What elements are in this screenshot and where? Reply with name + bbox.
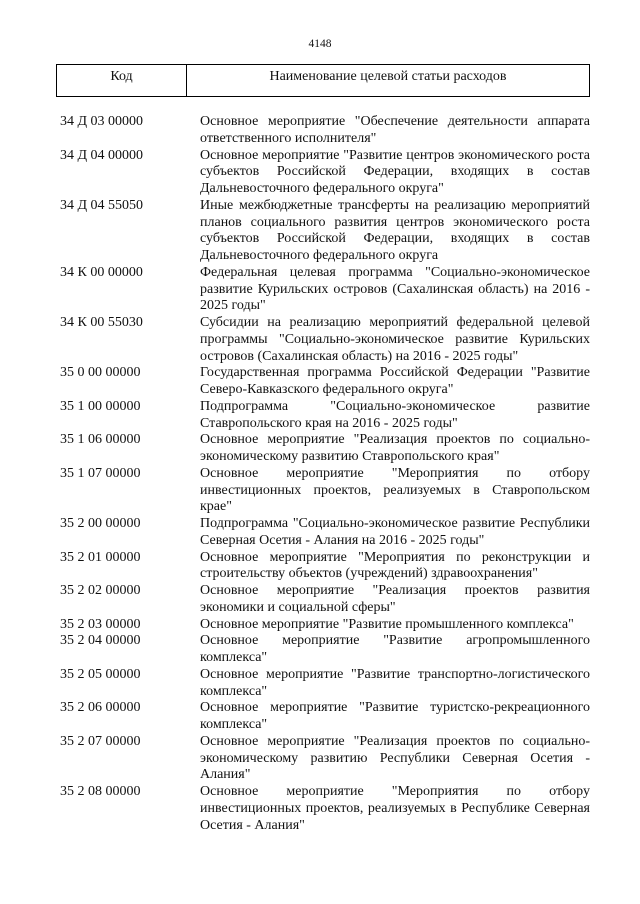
row-name: Основное мероприятие "Мероприятия по реконструкции и строительству объектов (учреждений) здравоохранения" [200, 549, 590, 582]
row-code: 34 Д 04 00000 [60, 147, 144, 163]
row-name: Подпрограмма "Социально-экономическое развитие Ставропольского края на 2016 - 2025 годы" [200, 398, 590, 431]
table-row [56, 734, 590, 784]
header-name: Наименование целевой статьи расходов [269, 69, 507, 84]
row-name: Основное мероприятие "Развитие туристско-рекреационного комплекса" [200, 700, 590, 732]
row-name: Подпрограмма "Социально-экономическое развитие Республики Северная Осетия - Алания на 2016 - 2025 годы" [200, 516, 590, 548]
row-name: Государственная программа Российской Федерации "Развитие Северо-Кавказского федерального округа" [200, 365, 590, 397]
table-body [56, 114, 590, 834]
table-row [56, 667, 590, 701]
row-name: Основное мероприятие "Реализация проектов развития экономики и социальной сферы" [200, 583, 590, 615]
row-code: 34 К 00 00000 [60, 264, 143, 280]
table-row [56, 633, 590, 667]
row-name: Субсидии на реализацию мероприятий федеральной целевой программы "Социально-экономическое развитие Курильских островов (Сахалинская область) на 2016 - 2025 годы" [200, 315, 590, 364]
table-row [56, 432, 590, 466]
row-code: 35 0 00 00000 [60, 365, 141, 381]
table-row [56, 315, 590, 365]
row-name: Основное мероприятие "Обеспечение деятельности аппарата ответственного исполнителя" [200, 114, 590, 146]
row-name: Основное мероприятие "Реализация проектов по социально-экономическому развитию Ставропольского края" [200, 432, 590, 464]
row-code: 34 Д 03 00000 [60, 114, 144, 129]
row-name: Основное мероприятие "Реализация проектов по социально-экономическому развитию Республики Северная Осетия - Алания" [200, 733, 590, 783]
table-row [56, 148, 590, 198]
row-name: Основное мероприятие "Мероприятия по отбору инвестиционных проектов, реализуемых в Республике Северная Осетия - Алания" [200, 784, 590, 833]
table-header [56, 64, 590, 97]
row-code: 34 Д 04 55050 [60, 197, 144, 213]
table-row [56, 466, 590, 516]
page-number: 4148 [308, 38, 332, 50]
row-code: 35 2 06 00000 [60, 700, 141, 716]
table-row [56, 550, 590, 584]
row-code: 34 К 00 55030 [60, 315, 143, 330]
row-code: 35 2 04 00000 [60, 633, 141, 649]
row-code: 35 2 07 00000 [60, 733, 141, 749]
table-row [56, 265, 590, 315]
row-name: Основное мероприятие "Развитие промышленного комплекса" [200, 616, 574, 632]
table-row [56, 617, 590, 634]
table-row [56, 700, 590, 734]
table-row [56, 399, 590, 433]
table-row [56, 114, 590, 148]
row-name: Основное мероприятие "Развитие агропромышленного комплекса" [200, 633, 590, 665]
row-name: Федеральная целевая программа "Социально-экономическое развитие Курильских островов (Сахалинская область) на 2016 - 2025 годы" [200, 264, 590, 314]
row-name: Иные межбюджетные трансферты на реализацию мероприятий планов социального развития центров экономического роста субъектов Российской Федерации, входящих в состав Дальневосточного федерального округа [200, 197, 590, 263]
row-code: 35 2 00 00000 [60, 516, 141, 531]
table-row [56, 198, 590, 265]
row-code: 35 1 00 00000 [60, 398, 141, 414]
row-code: 35 2 03 00000 [60, 616, 141, 632]
row-code: 35 2 08 00000 [60, 784, 141, 799]
row-code: 35 2 02 00000 [60, 583, 141, 598]
row-code: 35 1 07 00000 [60, 465, 141, 481]
row-name: Основное мероприятие "Мероприятия по отбору инвестиционных проектов, реализуемых в Ставропольском крае" [200, 465, 590, 515]
table-row [56, 516, 590, 550]
row-name: Основное мероприятие "Развитие транспортно-логистического комплекса" [200, 666, 590, 699]
table-row [56, 784, 590, 834]
row-code: 35 2 05 00000 [60, 666, 141, 682]
header-code: Код [57, 65, 187, 96]
table-row [56, 365, 590, 399]
table-row [56, 583, 590, 617]
row-name: Основное мероприятие "Развитие центров экономического роста субъектов Российской Федерации, входящих в состав Дальневосточного федерального округа" [200, 147, 590, 196]
row-code: 35 1 06 00000 [60, 432, 141, 448]
row-code: 35 2 01 00000 [60, 549, 141, 565]
